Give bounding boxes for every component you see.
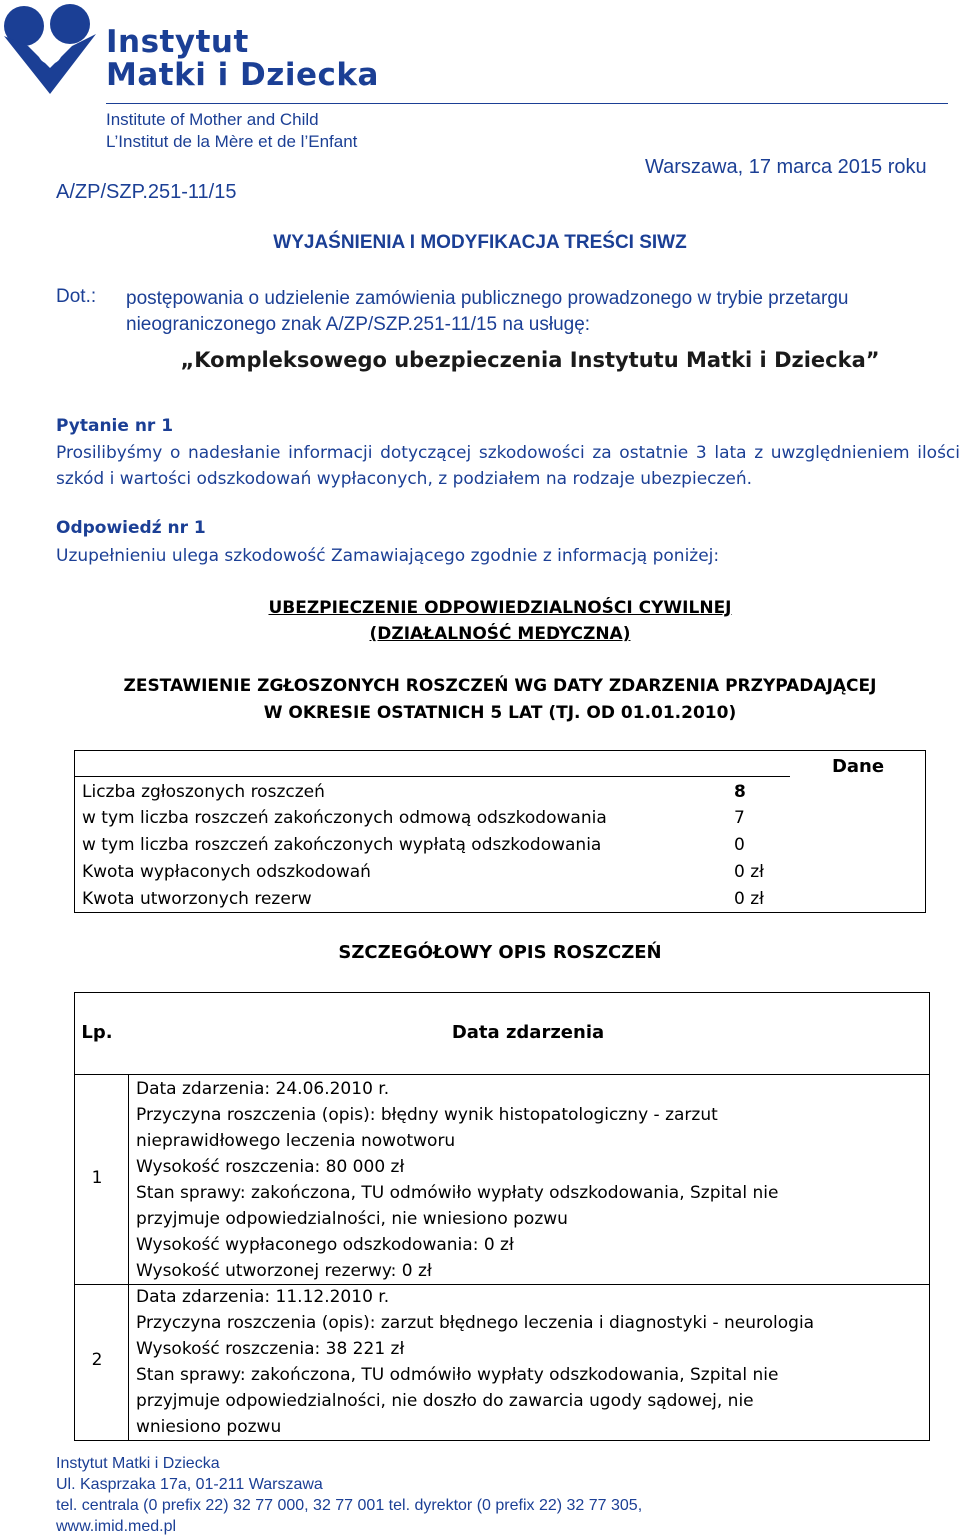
claim-description: [136, 1076, 916, 1284]
institute-name-fr: L’Institut de la Mère et de l’Enfant: [106, 132, 358, 151]
claim-line: Data zdarzenia: 11.12.2010 r.: [136, 1287, 390, 1307]
institute-name-line2: Matki i Dziecka: [106, 57, 379, 93]
regarding-text: [126, 286, 956, 338]
insurance-type-line1: UBEZPIECZENIE ODPOWIEDZIALNOŚCI CYWILNEJ: [268, 598, 732, 618]
claim-line: Stan sprawy: zakończona, TU odmówiło wypłaty odszkodowania, Szpital nie: [136, 1183, 779, 1203]
header-divider: [106, 103, 948, 104]
details-header-divider: [74, 1074, 930, 1075]
summary-row-value: 0 zł: [734, 862, 764, 882]
summary-row-label: Kwota utworzonych rezerw: [82, 889, 312, 909]
institute-name-en: Institute of Mother and Child: [106, 110, 319, 129]
procurement-subject: „Kompleksowego ubezpieczenia Instytutu Matki i Dziecka”: [180, 348, 880, 372]
document-date: Warszawa, 17 marca 2015 roku: [645, 156, 927, 178]
reference-number: A/ZP/SZP.251-11/15: [56, 181, 237, 203]
footer-phone: tel. centrala (0 prefix 22) 32 77 000, 32 77 001 tel. dyrektor (0 prefix 22) 32 77 305,: [56, 1497, 643, 1514]
regarding-line2: nieograniczonego znak A/ZP/SZP.251-11/15 na usługę:: [126, 314, 591, 335]
summary-title-line2: W OKRESIE OSTATNICH 5 LAT (TJ. OD 01.01.2010): [263, 703, 737, 723]
summary-row-value: 8: [734, 782, 746, 802]
summary-row-label: w tym liczba roszczeń zakończonych wypłatą odszkodowania: [82, 835, 602, 855]
details-column-divider: [128, 1074, 129, 1441]
claim-line: Przyczyna roszczenia (opis): błędny wynik histopatologiczny - zarzut: [136, 1105, 718, 1125]
claim-line: Wysokość roszczenia: 80 000 zł: [136, 1157, 405, 1177]
details-header-date: Data zdarzenia: [451, 1022, 605, 1043]
footer-address: Ul. Kasprzaka 17a, 01-211 Warszawa: [56, 1476, 323, 1493]
claim-number: 1: [91, 1168, 103, 1188]
question-text: Prosilibyśmy o nadesłanie informacji dotyczącej szkodowości za ostatnie 3 lata z uwzględnieniem ilości szkód i wartości odszkodowań wypłaconych, z podziałem na rodzaje ubezpieczeń.: [56, 443, 960, 489]
claim-line: Wysokość utworzonej rezerwy: 0 zł: [136, 1261, 432, 1281]
claim-number: 2: [91, 1350, 103, 1370]
summary-row-value: 7: [734, 808, 745, 828]
claim-line: nieprawidłowego leczenia nowotworu: [136, 1131, 456, 1151]
document-title: WYJAŚNIENIA I MODYFIKACJA TREŚCI SIWZ: [273, 232, 687, 253]
institute-name-line1: Instytut: [106, 24, 249, 60]
claim-line: Przyczyna roszczenia (opis): zarzut błędnego leczenia i diagnostyki - neurologia: [136, 1313, 815, 1333]
institute-logo: [0, 2, 100, 102]
insurance-type-line2: (DZIAŁALNOŚĆ MEDYCZNA): [369, 624, 631, 644]
details-header-lp: Lp.: [81, 1022, 113, 1043]
summary-column-header: Dane: [831, 756, 885, 777]
footer-institute-name: Instytut Matki i Dziecka: [56, 1455, 220, 1472]
claim-line: Stan sprawy: zakończona, TU odmówiło wypłaty odszkodowania, Szpital nie: [136, 1365, 779, 1385]
summary-row-value: 0 zł: [734, 889, 764, 909]
summary-table-divider: [74, 776, 790, 777]
claim-line: Wysokość wypłaconego odszkodowania: 0 zł: [136, 1235, 514, 1255]
claim-line: przyjmuje odpowiedzialności, nie wniesiono pozwu: [136, 1209, 568, 1229]
claim-line: Wysokość roszczenia: 38 221 zł: [136, 1339, 405, 1359]
question-title: Pytanie nr 1: [56, 416, 174, 436]
summary-row-label: w tym liczba roszczeń zakończonych odmową odszkodowania: [82, 808, 607, 828]
claim-line: przyjmuje odpowiedzialności, nie doszło do zawarcia ugody sądowej, nie: [136, 1391, 754, 1411]
details-title: SZCZEGÓŁOWY OPIS ROSZCZEŃ: [338, 942, 662, 963]
institute-name-pl: [106, 26, 379, 92]
claim-line: wniesiono pozwu: [136, 1417, 282, 1437]
summary-row-label: Liczba zgłoszonych roszczeń: [82, 782, 325, 802]
footer-website-link[interactable]: www.imid.med.pl: [56, 1518, 177, 1535]
claim-line: Data zdarzenia: 24.06.2010 r.: [136, 1079, 390, 1099]
logo-hearts-icon: [0, 2, 100, 102]
regarding-label: Dot.:: [56, 286, 97, 307]
regarding-line1: postępowania o udzielenie zamówienia publicznego prowadzonego w trybie przetargu: [126, 288, 849, 309]
summary-row-label: Kwota wypłaconych odszkodowań: [82, 862, 371, 882]
claim-description: [136, 1284, 916, 1440]
answer-text: Uzupełnieniu ulega szkodowość Zamawiającego zgodnie z informacją poniżej:: [56, 546, 720, 566]
answer-title: Odpowiedź nr 1: [56, 518, 206, 538]
summary-row-value: 0: [734, 835, 745, 855]
summary-title-line1: ZESTAWIENIE ZGŁOSZONYCH ROSZCZEŃ WG DATY ZDARZENIA PRZYPADAJĄCEJ: [123, 676, 877, 696]
